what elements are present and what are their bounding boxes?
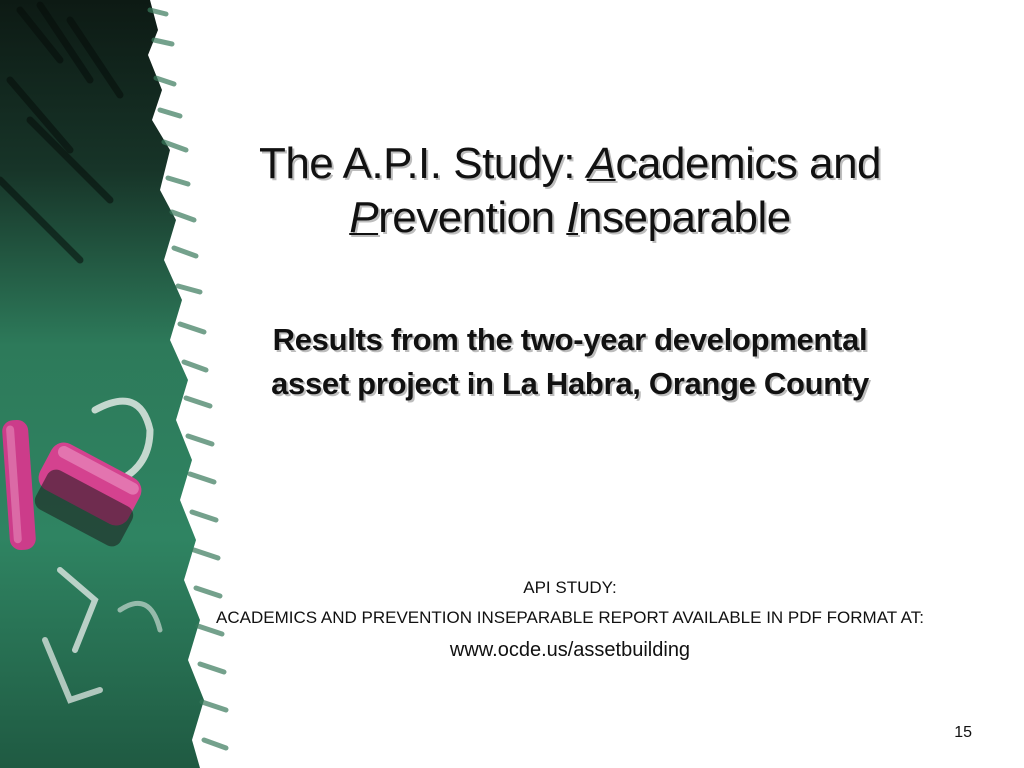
title-part-4: nseparable bbox=[578, 193, 791, 242]
report-line-2: ACADEMICS AND PREVENTION INSEPARABLE REPORT AVAILABLE IN PDF FORMAT AT: bbox=[216, 608, 924, 627]
page-number: 15 bbox=[954, 724, 972, 741]
title-part-2: cademics and bbox=[615, 139, 882, 188]
slide-title bbox=[180, 137, 960, 245]
slide-subtitle bbox=[180, 318, 960, 406]
title-letter-i: I bbox=[566, 193, 579, 242]
report-url-link[interactable]: www.ocde.us/assetbuilding bbox=[449, 639, 691, 661]
subtitle-line-2: asset project in La Habra, Orange County bbox=[271, 366, 869, 401]
title-letter-p: P bbox=[349, 193, 379, 242]
report-info bbox=[205, 576, 935, 664]
subtitle-line-1: Results from the two-year developmental bbox=[272, 322, 868, 357]
title-part-1: The A.P.I. Study: bbox=[258, 139, 587, 188]
title-part-3: revention bbox=[378, 193, 567, 242]
title-letter-a: A bbox=[586, 139, 616, 188]
report-line-1: API STUDY: bbox=[523, 578, 617, 597]
